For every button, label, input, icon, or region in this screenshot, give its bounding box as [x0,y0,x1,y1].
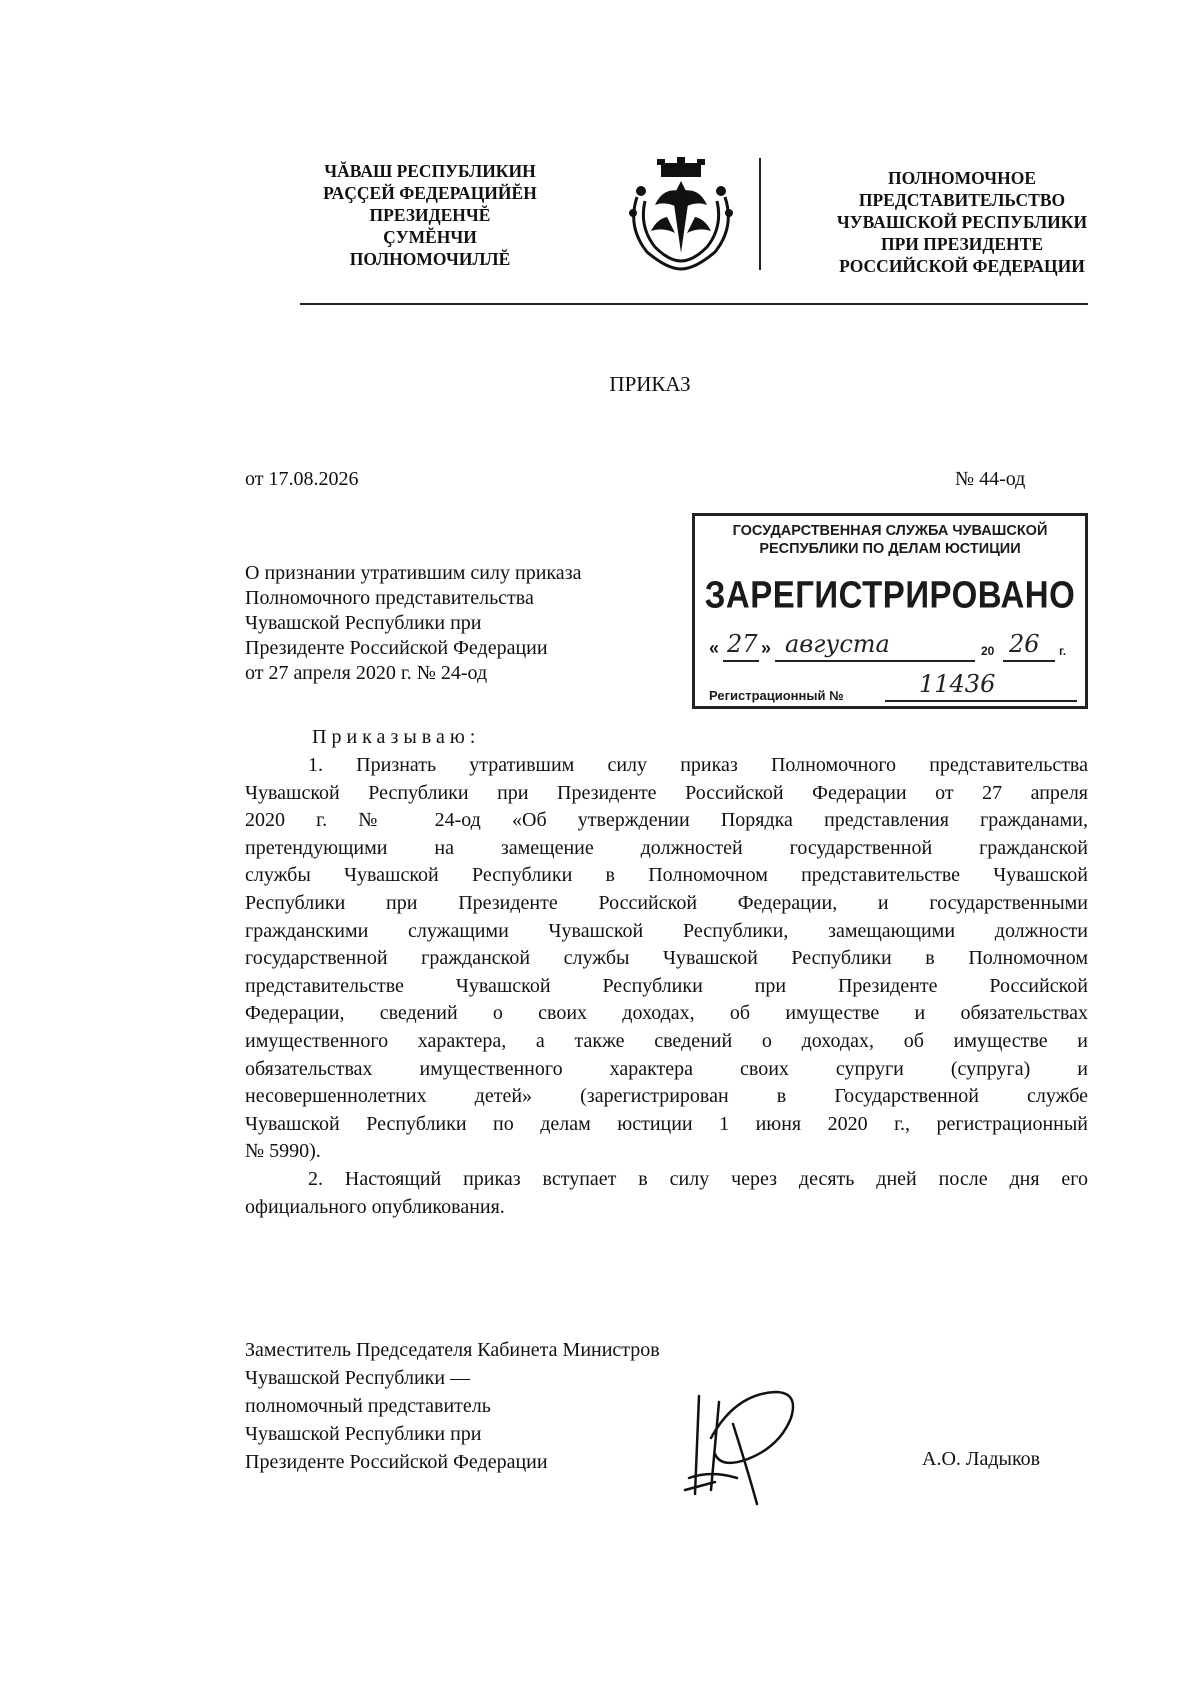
document-subject [245,561,665,686]
stamp-day: 27 [727,630,758,658]
text-line: Заместитель Председателя Кабинета Министров [245,1339,660,1361]
text-line: от 27 апреля 2020 г. № 24-од [245,662,488,684]
body-line: 1. Признать утратившим силу приказ Полномочного представительства [308,754,1088,776]
stamp-year-prefix: 20 [981,644,995,658]
body-line: Чувашской Республики при Президенте Российской Федерации от 27 апреля [245,781,1088,804]
text-line: ҪУМĔНЧИ [383,227,477,247]
stamp-reg-label: Регистрационный № [709,688,844,703]
header-right-block [792,167,1132,277]
stamp-year-suffix: 26 [1009,630,1040,658]
stamp-day-line [723,660,759,662]
text-line: О признании утратившим силу приказа [245,562,582,584]
body-line: несовершеннолетних детей» (зарегистрирован в Государственной службе [245,1085,1088,1108]
stamp-registration-row [709,670,1079,706]
text-line: ПРЕДСТАВИТЕЛЬСТВО [858,190,1066,210]
header-rule [300,303,1088,305]
header-left-block [270,160,590,270]
text-line: РАҪҪЕЙ ФЕДЕРАЦИЙĔН [323,183,537,203]
text-line: РОССИЙСКОЙ ФЕДЕРАЦИИ [839,256,1085,276]
body-line: № 5990). [245,1140,321,1163]
signature-image [675,1378,825,1508]
text-line: ПОЛНОМОЧНОЕ [887,168,1037,188]
document-date: от 17.08.2026 [245,468,359,490]
text-line: ЧĂВАШ РЕСПУБЛИКИН [324,161,536,181]
body-line: представительстве Чувашской Республики при Президенте Российской [245,974,1088,997]
stamp-open-quote: « [709,638,720,658]
chuvash-emblem-icon [617,157,745,273]
header-divider [759,158,761,270]
stamp-month: августа [785,630,890,658]
document-number: № 44-од [955,468,1026,490]
text-line: Чувашской Республики при [245,612,482,634]
body-line: 2. Настоящий приказ вступает в силу через десять дней после дня его [308,1167,1088,1190]
document-body [245,752,1088,1221]
stamp-status: ЗАРЕГИСТРИРОВАНО [704,573,1076,616]
body-line: гражданскими служащими Чувашской Республики, замещающими должности [245,919,1088,942]
signatory-role [245,1336,660,1476]
stamp-month-line [775,660,975,662]
body-line: Чувашской Республики по делам юстиции 1 июня 2020 г., регистрационный [245,1112,1088,1135]
document-title: ПРИКАЗ [609,372,691,396]
body-line: государственной гражданской службы Чувашской Республики в Полномочном [245,947,1088,970]
stamp-date-row [709,630,1079,666]
text-line: Полномочного представительства [245,587,534,609]
text-line: ЧУВАШСКОЙ РЕСПУБЛИКИ [836,212,1088,232]
stamp-close-quote: » [761,638,772,658]
text-line: ПРИ ПРЕЗИДЕНТЕ [881,234,1043,254]
text-line: ПОЛНОМОЧИЛЛĔ [349,249,511,269]
text-line: Президенте Российской Федерации [245,1451,548,1473]
text-line: Чувашской Республики при [245,1423,482,1445]
body-line: 2020 г. № 24-од «Об утверждении Порядка представления гражданами, [245,809,1088,832]
text-line: Чувашской Республики — [245,1367,471,1389]
stamp-year-unit: г. [1059,644,1067,658]
text-line: Президенте Российской Федерации [245,637,548,659]
stamp-reg-number: 11436 [919,670,996,698]
order-word: Приказываю: [312,726,481,748]
text-line: полномочный представитель [245,1395,491,1417]
signatory-name: А.О. Ладыков [922,1448,1041,1470]
stamp-reg-line [885,700,1077,702]
body-line: официального опубликования. [245,1195,505,1218]
body-line: Федерации, сведений о своих доходах, об имуществе и обязательствах [245,1002,1088,1025]
body-line: претендующими на замещение должностей государственной гражданской [245,836,1088,859]
body-line: имущественного характера, а также сведений о доходах, об имуществе и [245,1029,1088,1052]
text-line: ПРЕЗИДЕНЧĔ [369,205,491,225]
registration-stamp [692,513,1088,709]
stamp-organization: ГОСУДАРСТВЕННАЯ СЛУЖБА ЧУВАШСКОЙ РЕСПУБЛИКИ ПО ДЕЛАМ ЮСТИЦИИ [732,523,1048,557]
stamp-year-line [1003,660,1055,662]
body-line: Республики при Президенте Российской Федерации, и государственными [245,891,1088,914]
body-line: службы Чувашской Республики в Полномочном представительстве Чувашской [245,864,1088,887]
body-line: обязательствах имущественного характера своих супруги (супруга) и [245,1057,1088,1080]
